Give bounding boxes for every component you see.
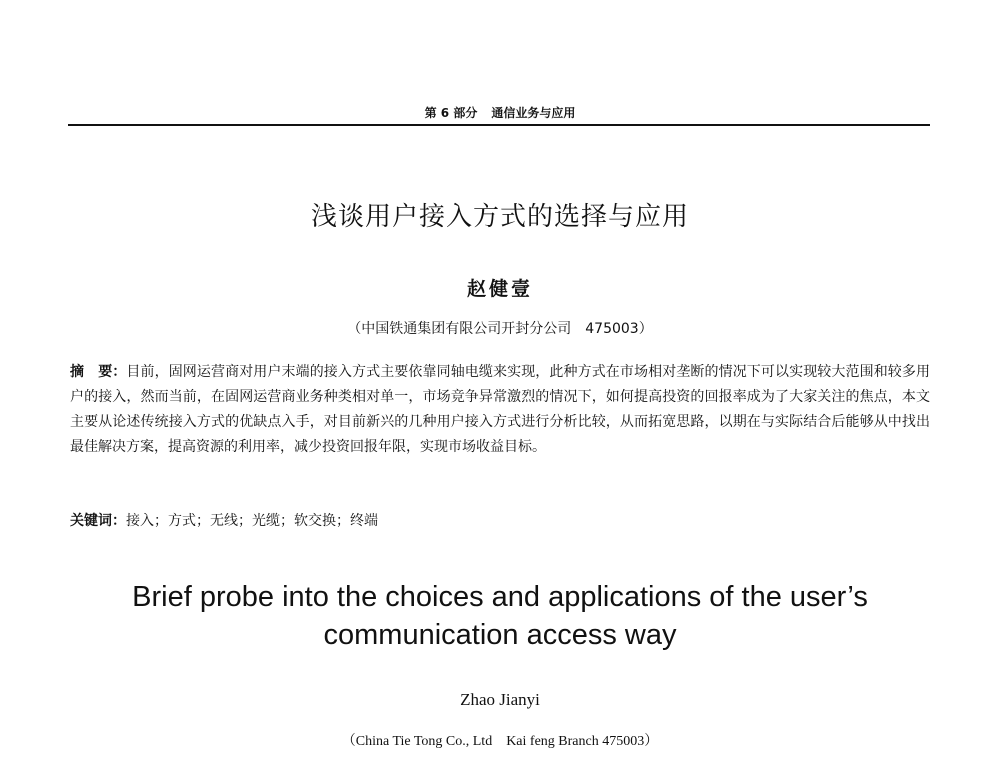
- affiliation-chinese: （中国铁通集团有限公司开封分公司 475003）: [347, 321, 653, 337]
- abstract: [70, 360, 930, 460]
- keywords-label: 关键词：: [70, 513, 126, 529]
- abstract-label: 摘 要：: [70, 364, 127, 380]
- header-section: 第 6 部分: [424, 106, 478, 120]
- author-name-english: Zhao Jianyi: [460, 690, 540, 709]
- header-rule: [68, 124, 930, 126]
- running-header: [70, 104, 930, 121]
- abstract-text: 目前，固网运营商对用户末端的接入方式主要依靠同轴电缆来实现，此种方式在市场相对垄断的情况下可以实现较大范围和较多用户的接入，然而当前，在固网运营商业务种类相对单一，市场竞争异常激烈的情况下，如何提高投资的回报率成为了大家关注的焦点，本文主要从论述传统接入方式的优缺点入手，对目前新兴的几种用户接入方式进行分析比较，从而拓宽思路，以期在与实际结合后能够从中找出最佳解决方案，提高资源的利用率，减少投资回报年限，实现市场收益目标。: [70, 364, 931, 455]
- paper-title-english: Brief probe into the choices and applications of the user’s communication access way: [132, 581, 868, 651]
- keywords-text: 接入；方式；无线；光缆；软交换；终端: [126, 513, 378, 529]
- keywords: [70, 510, 930, 530]
- affiliation-english: （China Tie Tong Co., Ltd Kai feng Branch 475003）: [341, 734, 659, 749]
- header-topic: 通信业务与应用: [491, 106, 576, 120]
- author-name-chinese: 赵健壹: [466, 278, 533, 300]
- paper-title-chinese: 浅谈用户接入方式的选择与应用: [310, 202, 689, 232]
